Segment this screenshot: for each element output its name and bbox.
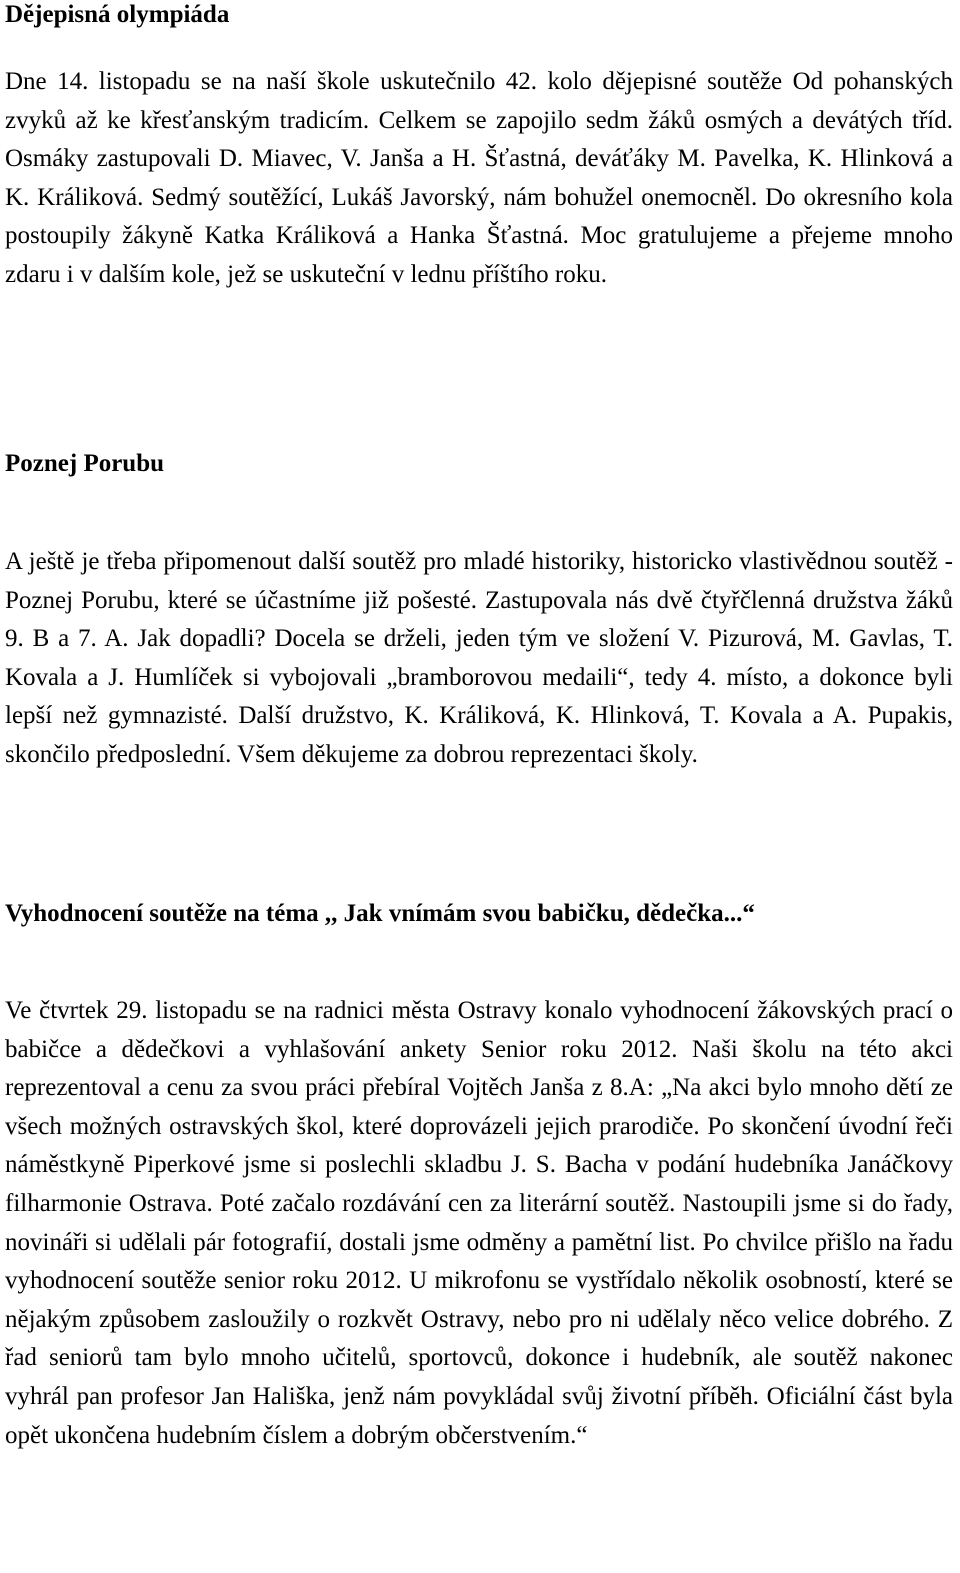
section-body-olympiada: Dne 14. listopadu se na naší škole uskutečnilo 42. kolo dějepisné soutěže Od pohanských zvyků až ke křesťanským tradicím. Celkem se zapojilo sedm žáků osmých a devátých tříd. Osmáky zastupovali D. Miavec, V. Janša a H. Šťastná, deváťáky M. Pavelka, K. Hlinková a K. Králiková. Sedmý soutěžící, Lukáš Javorský, nám bohužel onemocněl. Do okresního kola postoupily žákyně Katka Králiková a Hanka Šťastná. Moc gratulujeme a přejeme mnoho zdaru i v dalším kole, jež se uskuteční v lednu příštího roku. [5, 68, 953, 288]
section-title-vyhodnoceni: Vyhodnocení soutěže na téma ,, Jak vnímám svou babičku, dědečka...“ [5, 900, 755, 927]
section-title-poznej-porubu: Poznej Porubu [5, 450, 165, 477]
section-title-olympiada: Dějepisná olympiáda [5, 1, 230, 28]
section-body-vyhodnoceni: Ve čtvrtek 29. listopadu se na radnici města Ostravy konalo vyhodnocení žákovských prací o babičce a dědečkovi a vyhlašování ankety Senior roku 2012. Naši školu na této akci reprezentoval a cenu za svou práci přebíral Vojtěch Janša z 8.A: „Na akci bylo mnoho dětí ze všech možných ostravských škol, které doprovázeli jejich prarodiče. Po skončení úvodní řeči náměstkyně Piperkové jsme si poslechli skladbu J. S. Bacha v podání hudebníka Janáčkovy filharmonie Ostrava. Poté začalo rozdávání cen za literární soutěž. Nastoupili jsme si do řady, novináři si udělali pár fotografií, dostali jsme odměny a pamětní list. Po chvilce přišlo na řadu vyhodnocení soutěže senior roku 2012. U mikrofonu se vystřídalo několik osobností, které se nějakým způsobem zasloužily o rozkvět Ostravy, nebo pro ni udělaly něco velice dobrého. Z řad seniorů tam bylo mnoho učitelů, sportovců, dokonce i hudebník, ale soutěž nakonec vyhrál pan profesor Jan Hališka, jenž nám povykládal svůj životní příběh. Oficiální část byla opět ukončena hudebním číslem a dobrým občerstvením.“ [5, 997, 953, 1449]
section-body-poznej-porubu: A ještě je třeba připomenout další soutěž pro mladé historiky, historicko vlastivědnou soutěž - Poznej Porubu, které se účastníme již pošesté. Zastupovala nás dvě čtyřčlenná družstva žáků 9. B a 7. A. Jak dopadli? Docela se drželi, jeden tým ve složení V. Pizurová, M. Gavlas, T. Kovala a J. Humlíček si vybojovali „bramborovou medaili“, tedy 4. místo, a dokonce byli lepší než gymnazisté. Další družstvo, K. Králiková, K. Hlinková, T. Kovala a A. Pupakis, skončilo předposlední. Všem děkujeme za dobrou reprezentaci školy. [5, 548, 953, 768]
